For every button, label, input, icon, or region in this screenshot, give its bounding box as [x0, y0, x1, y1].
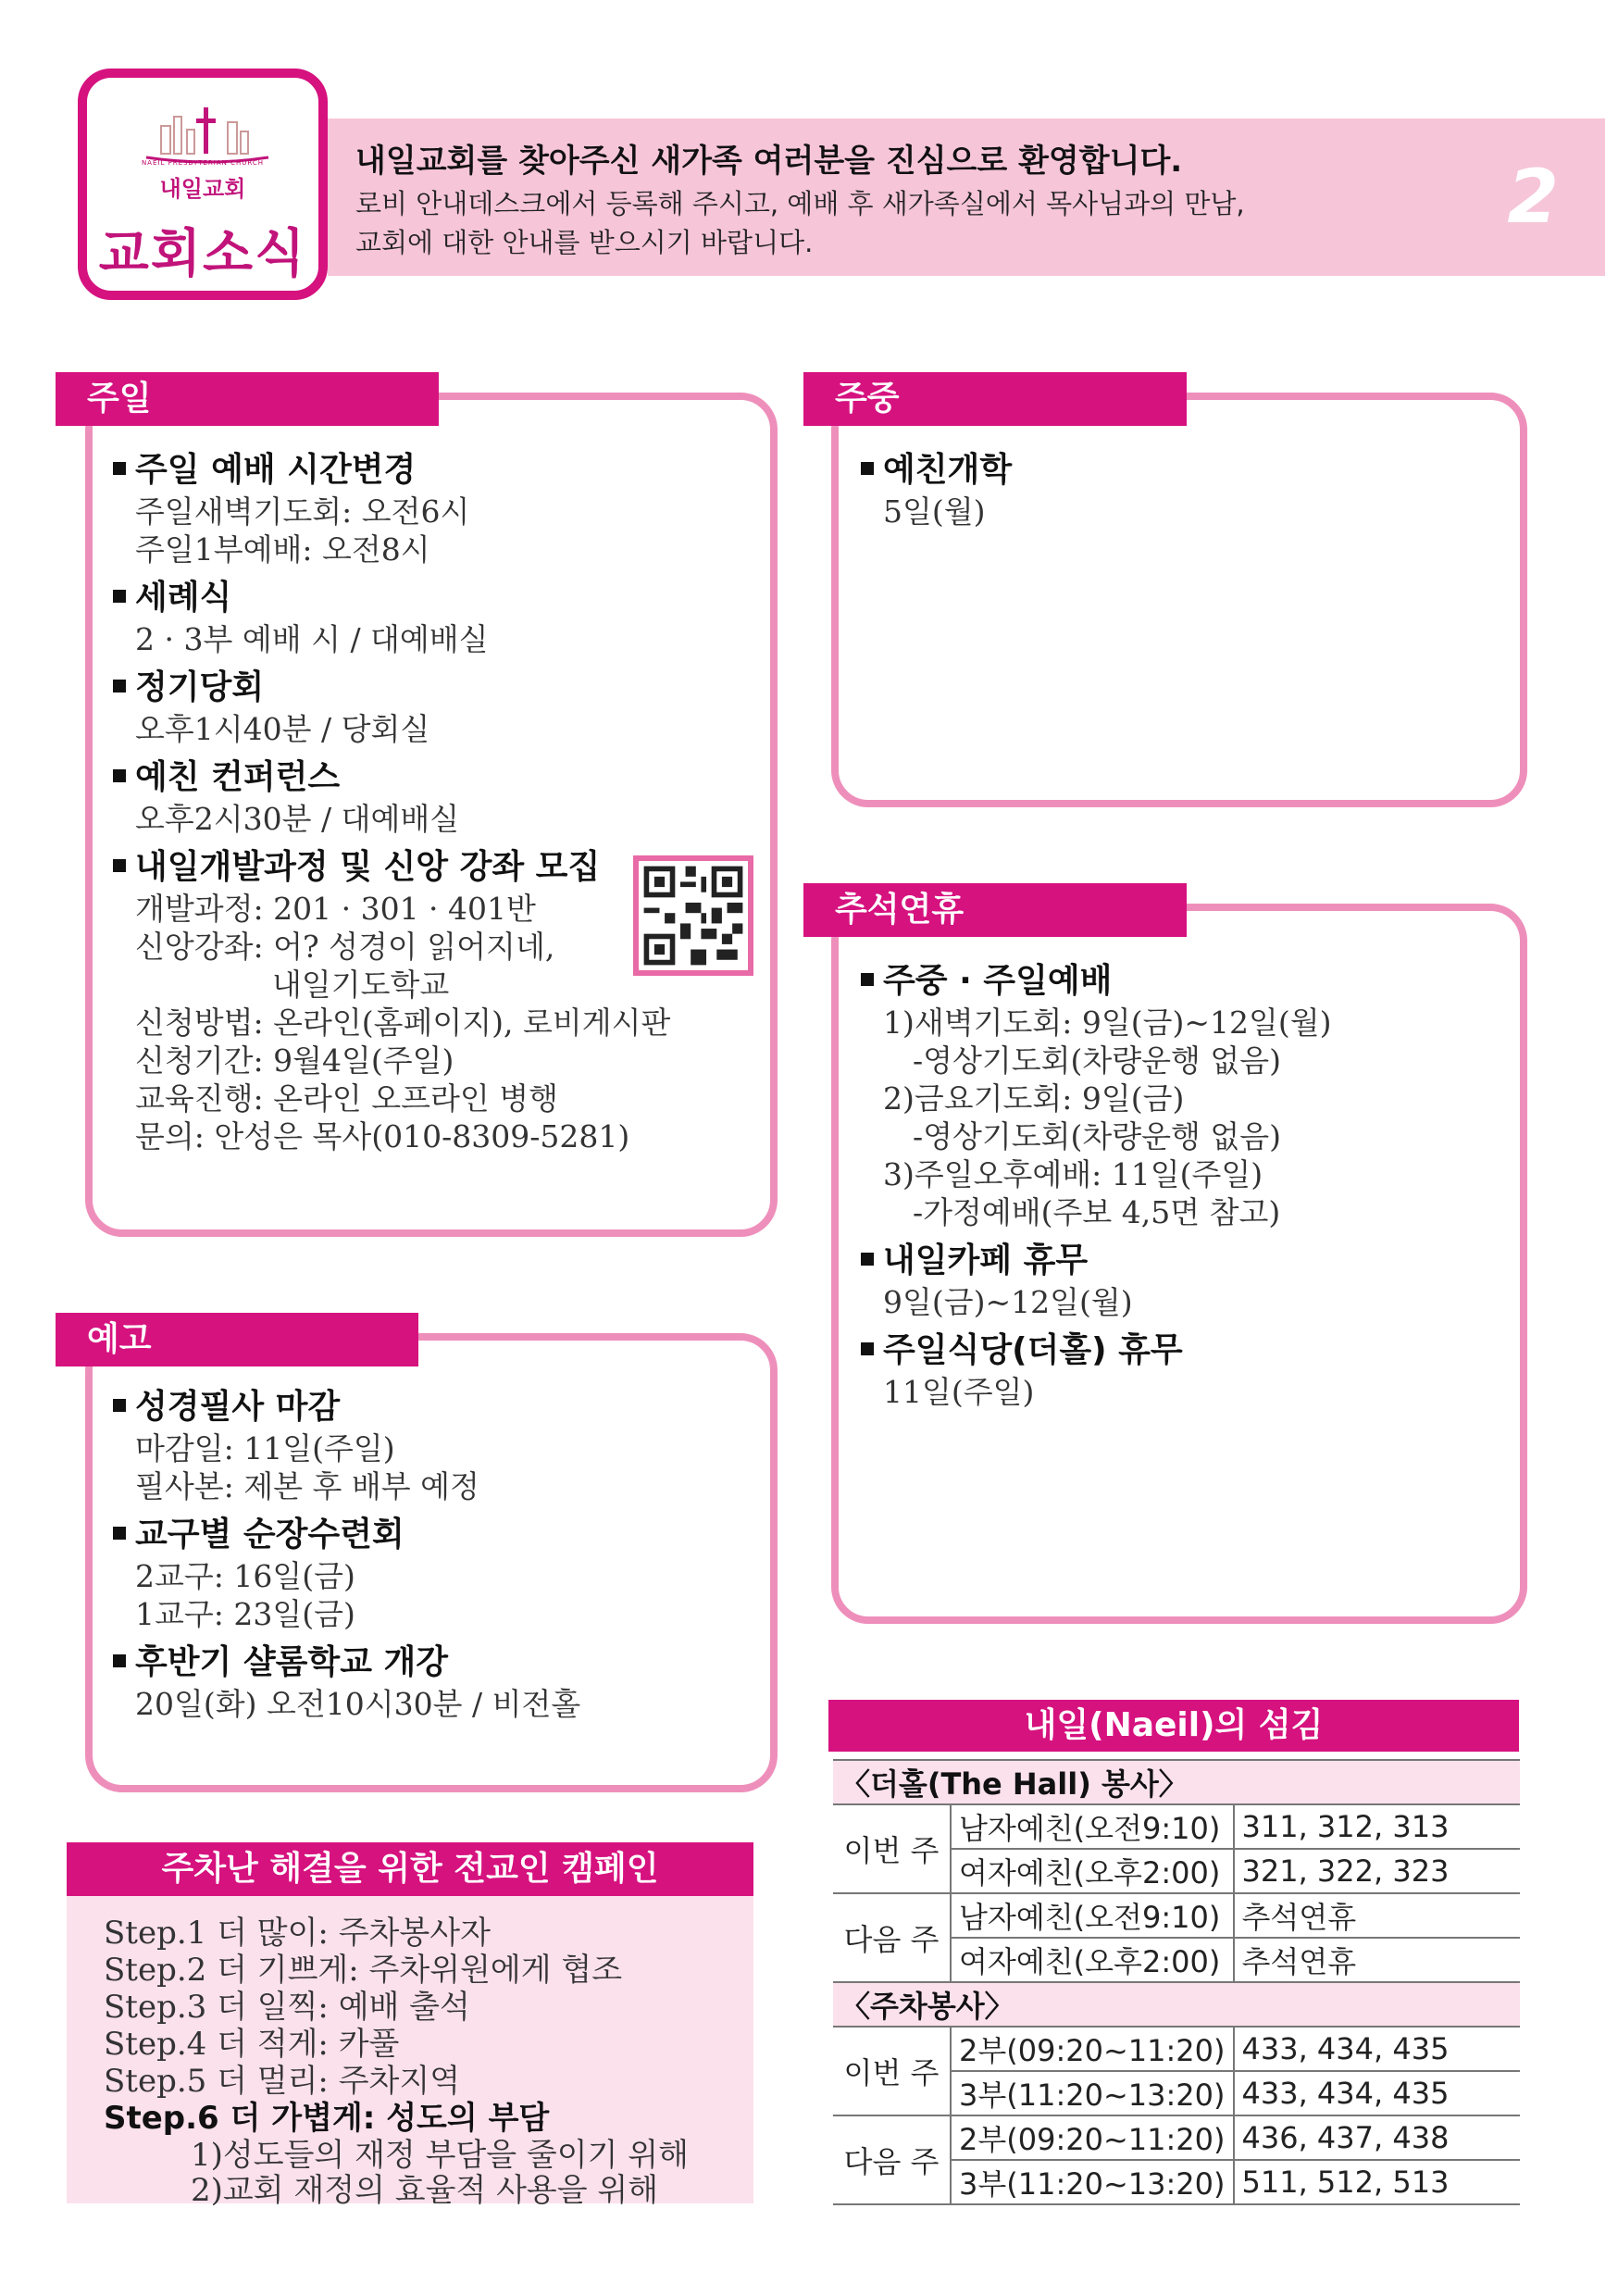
page-title: 교회소식: [98, 224, 307, 284]
weekday-section-content: [861, 448, 1012, 530]
week-label: 다음 주: [833, 1893, 951, 1982]
week-label: 이번 주: [833, 2027, 951, 2115]
welcome-banner: [328, 119, 1605, 276]
group-cell: 여자예친(오후2:00): [951, 1849, 1234, 1893]
chuseok-item-line: 1)새벽기도회: 9일(금)~12일(월): [883, 1004, 1332, 1041]
sunday-item-line: 오후2시30분 / 대예배실: [135, 801, 460, 837]
sunday-item-heading: 예친 컨퍼런스: [113, 755, 670, 800]
campaign-body: [67, 1896, 753, 2209]
assignment-cell: 추석연휴: [1234, 1938, 1521, 1982]
logo-name: 내일교회: [159, 176, 246, 202]
group-cell: 3부(11:20~13:20): [951, 2160, 1234, 2204]
campaign-step: Step.3 더 일찍: 예배 출석: [104, 1989, 470, 2026]
sunday-item-line: 신앙강좌: 어? 성경이 읽어지네,: [135, 929, 555, 965]
chuseok-item-line: -가정예배(주보 4,5면 참고): [913, 1194, 1281, 1230]
notice-section-tab: 예고: [56, 1313, 418, 1366]
campaign-step-highlight: Step.6 더 가볍게: 성도의 부담: [104, 2100, 550, 2137]
sunday-item-heading: 세례식: [113, 576, 670, 620]
table-row: [833, 1893, 1520, 1938]
chuseok-section-tab: 추석연휴: [803, 883, 1187, 937]
qr-code[interactable]: [633, 855, 753, 976]
table-row: [833, 2027, 1520, 2071]
campaign-step: Step.1 더 많이: 주차봉사자: [104, 1915, 491, 1952]
chuseok-section-content: [861, 959, 1332, 1411]
assignment-cell: 321, 322, 323: [1234, 1849, 1521, 1893]
campaign-substep: 1)성도들의 재정 부담을 줄이기 위해: [191, 2137, 689, 2174]
chuseok-item-heading: 주일식당(더홀) 휴무: [861, 1329, 1332, 1373]
sunday-item-line: 교육진행: 온라인 오프라인 병행: [135, 1080, 559, 1117]
campaign-substep: 2)교회 재정의 효율적 사용을 위해: [191, 2172, 659, 2209]
notice-item-heading: 교구별 순장수련회: [113, 1513, 580, 1557]
weekday-item-heading: 예친개학: [861, 448, 1012, 493]
notice-section-content: [113, 1385, 580, 1723]
chuseok-item-line: 2)금요기도회: 9일(금): [883, 1080, 1185, 1117]
weekday-section-tab: 주중: [803, 372, 1187, 426]
notice-item-line: 마감일: 11일(주일): [135, 1430, 395, 1466]
welcome-headline: 내일교회를 찾아주신 새가족 여러분을 진심으로 환영합니다.: [355, 143, 1183, 180]
sunday-item-line: 신청방법: 온라인(홈페이지), 로비게시판: [135, 1004, 671, 1041]
sunday-item-line: 개발과정: 201 · 301 · 401반: [135, 891, 536, 927]
assignment-cell: 436, 437, 438: [1234, 2115, 1521, 2160]
notice-item-line: 2교구: 16일(금): [135, 1558, 355, 1594]
week-label: 다음 주: [833, 2115, 951, 2204]
sunday-section-content: [113, 448, 670, 1155]
group-cell: 2부(09:20~11:20): [951, 2115, 1234, 2160]
page-number: 2: [1507, 154, 1559, 240]
sunday-section-tab: 주일: [56, 372, 439, 426]
notice-item-heading: 성경필사 마감: [113, 1385, 580, 1429]
chuseok-item-line: 9일(금)~12일(월): [883, 1284, 1133, 1320]
sunday-item-line: 문의: 안성은 목사(010-8309-5281): [135, 1118, 630, 1154]
logo-subtitle: NAEIL PRESBYTERIAN CHURCH: [141, 159, 265, 167]
chuseok-item-line: -영상기도회(차량운행 없음): [913, 1042, 1282, 1079]
sunday-item-line: 내일기도학교: [272, 967, 450, 1003]
campaign-title: 주차난 해결을 위한 전교인 캠페인: [67, 1842, 753, 1896]
sunday-item-line: 2 · 3부 예배 시 / 대예배실: [135, 621, 489, 657]
group-cell: 남자예친(오전9:10): [951, 1893, 1234, 1938]
notice-item-line: 20일(화) 오전10시30분 / 비전홀: [135, 1686, 581, 1722]
group-cell: 2부(09:20~11:20): [951, 2027, 1234, 2071]
group-cell: 3부(11:20~13:20): [951, 2071, 1234, 2115]
table-row: [833, 1804, 1520, 1849]
campaign-step: Step.4 더 적게: 카풀: [104, 2026, 400, 2063]
chuseok-item-line: 3)주일오후예배: 11일(주일): [883, 1156, 1263, 1192]
welcome-line-2: 로비 안내데스크에서 등록해 주시고, 예배 후 새가족실에서 목사님과의 만남,: [355, 188, 1245, 219]
assignment-cell: 311, 312, 313: [1234, 1804, 1521, 1849]
campaign-step: Step.5 더 멀리: 주차지역: [104, 2063, 461, 2100]
assignment-cell: 511, 512, 513: [1234, 2160, 1521, 2204]
table-section-row: [833, 1982, 1520, 2027]
sunday-item-heading: 정기당회: [113, 666, 670, 710]
chuseok-item-heading: 주중 · 주일예배: [861, 959, 1332, 1004]
parking-service-heading: 〈주차봉사〉: [833, 1982, 1520, 2027]
assignment-cell: 추석연휴: [1234, 1893, 1521, 1938]
service-title: 내일(Naeil)의 섬김: [828, 1700, 1519, 1752]
sunday-item-line: 주일새벽기도회: 오전6시: [135, 493, 470, 530]
weekday-item-line: 5일(월): [883, 493, 986, 530]
table-row: [833, 2115, 1520, 2160]
notice-item-heading: 후반기 샬롬학교 개강: [113, 1641, 580, 1685]
assignment-cell: 433, 434, 435: [1234, 2071, 1521, 2115]
hall-service-heading: 〈더홀(The Hall) 봉사〉: [833, 1760, 1520, 1804]
notice-item-line: 필사본: 제본 후 배부 예정: [135, 1468, 479, 1504]
table-section-row: [833, 1760, 1520, 1804]
sunday-item-heading: 주일 예배 시간변경: [113, 448, 670, 493]
campaign-step: Step.2 더 기쁘게: 주차위원에게 협조: [104, 1952, 623, 1989]
group-cell: 여자예친(오후2:00): [951, 1938, 1234, 1982]
chuseok-item-line: -영상기도회(차량운행 없음): [913, 1118, 1282, 1154]
group-cell: 남자예친(오전9:10): [951, 1804, 1234, 1849]
chuseok-item-line: 11일(주일): [883, 1374, 1035, 1410]
service-table: [833, 1759, 1520, 2205]
chuseok-item-heading: 내일카페 휴무: [861, 1239, 1332, 1283]
notice-item-line: 1교구: 23일(금): [135, 1596, 355, 1632]
church-logo-box: [78, 69, 328, 300]
sunday-item-heading: 내일개발과정 및 신앙 강좌 모집: [113, 845, 670, 890]
week-label: 이번 주: [833, 1804, 951, 1893]
sunday-item-line: 오후1시40분 / 당회실: [135, 711, 430, 747]
sunday-item-line: 주일1부예배: 오전8시: [135, 531, 430, 568]
sunday-item-line: 신청기간: 9월4일(주일): [135, 1042, 454, 1079]
welcome-line-3: 교회에 대한 안내를 받으시기 바랍니다.: [355, 227, 814, 258]
assignment-cell: 433, 434, 435: [1234, 2027, 1521, 2071]
